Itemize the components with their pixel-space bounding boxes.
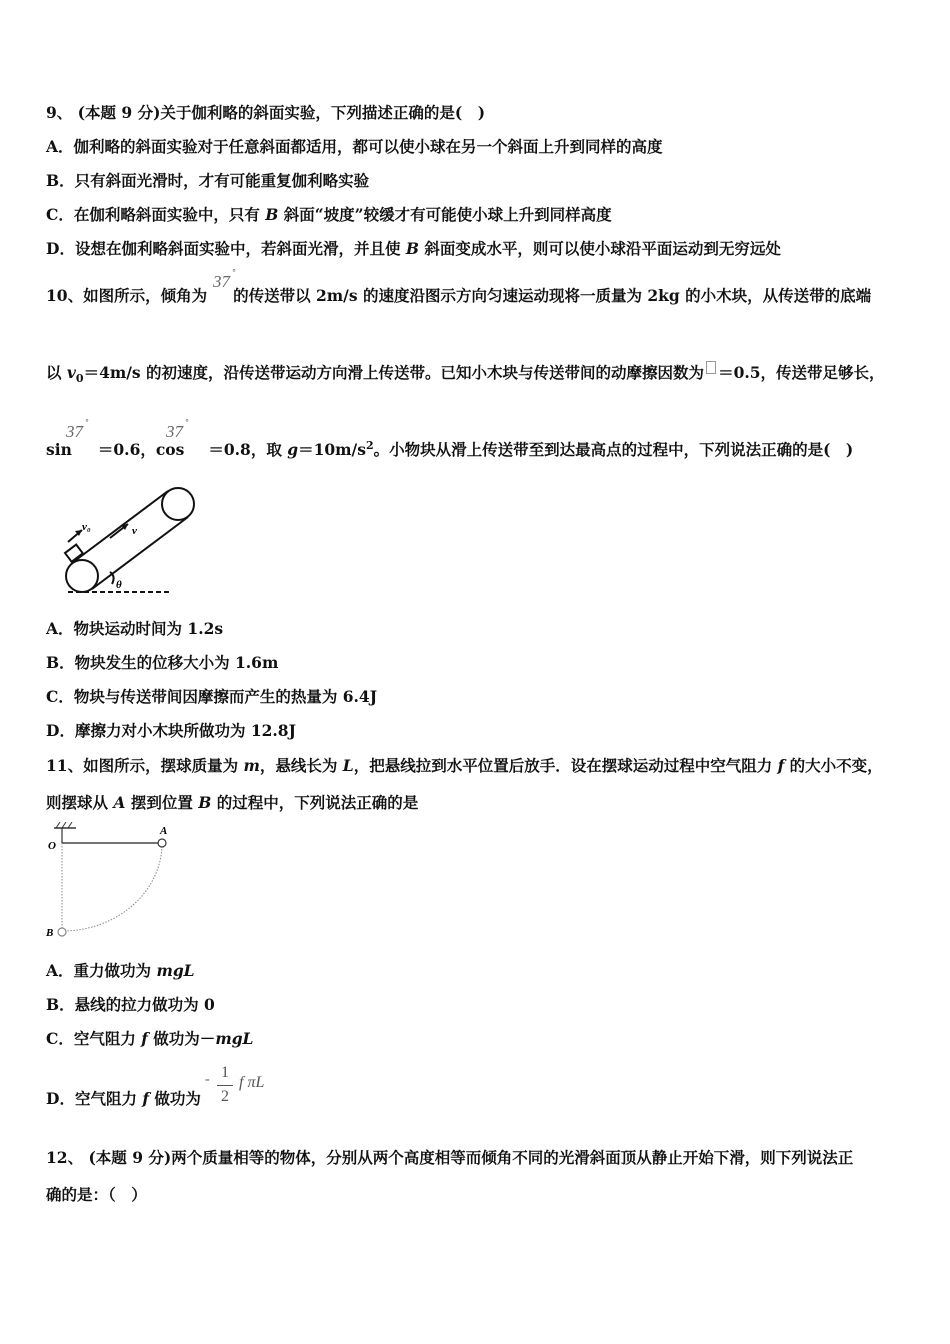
sin-angle-degree: ° [85, 418, 89, 427]
cos-angle-degree: ° [185, 418, 189, 427]
fraction-bar [217, 1085, 233, 1086]
q10-line2: 以 $v_0=4m/s$ 的初速度，沿传送带运动方向滑上传送带。已知小木块与传送带间的动摩擦因数为 ＝0.5，传送带足够长， [46, 363, 885, 386]
q9-option-c: C．在伽利略斜面实验中，只有 B 斜面“坡度”较缓才有可能使小球上升到同样高度 [46, 205, 612, 224]
q10-option-c: C．物块与传送带间因摩擦而产生的热量为 6.4J [46, 687, 378, 706]
ball-at-a [158, 839, 166, 847]
q10-angle-37: 37 [213, 272, 230, 291]
q10-line1: 10、如图所示，倾角为 的传送带以 2m/s 的速度沿图示方向匀速运动现将一质量为 2kg 的小木块，从传送带的底端 [46, 286, 872, 305]
q9-option-a: A．伽利略的斜面实验对于任意斜面都适用，都可以使小球在另一个斜面上升到同样的高度 [46, 137, 663, 156]
fig-b-label: B [46, 927, 54, 939]
fraction-expression: f πL [239, 1074, 265, 1091]
conveyor-belt-figure [50, 480, 220, 600]
theta-arc [110, 572, 114, 584]
fig-v-label: v [132, 525, 137, 537]
q11-option-c: C．空气阻力 f 做功为－mgL [46, 1029, 254, 1048]
q11-option-a: A．重力做功为 mgL [46, 961, 195, 980]
mu-placeholder-box [706, 361, 716, 374]
q9-option-b: B．只有斜面光滑时，才有可能重复伽利略实验 [46, 171, 370, 190]
fig-v0-label: v₀ [82, 521, 91, 533]
fraction-denominator: 2 [221, 1088, 229, 1105]
q12-line2: 确的是：（ ） [46, 1185, 147, 1204]
q10-angle-degree: ° [232, 268, 236, 277]
q11-line2: 则摆球从 A 摆到位置 B 的过程中，下列说法正确的是 [46, 793, 419, 812]
fraction-minus: - [205, 1072, 210, 1087]
swing-arc [66, 846, 162, 931]
q12-line1: 12、 (本题 9 分)两个质量相等的物体，分别从两个高度相等而倾角不同的光滑斜面顶从静止开始下滑，则下列说法正 [46, 1148, 854, 1167]
ball-at-b [58, 928, 66, 936]
fraction-numerator: 1 [221, 1064, 229, 1081]
q9-option-d: D．设想在伽利略斜面实验中，若斜面光滑，并且使 B 斜面变成水平，则可以使小球沿平面运动到无穷远处 [46, 239, 781, 258]
q10-option-a: A．物块运动时间为 1.2s [46, 619, 224, 638]
cos-angle-37: 37 [166, 422, 183, 441]
q10-line3: sin ＝0.6，cos ＝0.8，取 $g=10m/s^2$。小物块从滑上传送带至到达最高点的过程中，下列说法正确的是( ) [46, 439, 854, 460]
fig-a-label: A [160, 825, 168, 837]
q11-line1: 11、如图所示，摆球质量为 m，悬线长为 L，把悬线拉到水平位置后放手．设在摆球运动过程中空气阻力 f 的大小不变， [46, 756, 883, 775]
fig-theta-label: θ [116, 579, 122, 591]
sin-angle-37: 37 [66, 422, 83, 441]
q9-stem: 9、 (本题 9 分)关于伽利略的斜面实验，下列描述正确的是( ) [46, 103, 486, 122]
q10-option-b: B．物块发生的位移大小为 1.6m [46, 653, 279, 672]
q11-option-b: B．悬线的拉力做功为 0 [46, 995, 215, 1014]
pendulum-figure [44, 822, 184, 947]
q10-option-d: D．摩擦力对小木块所做功为 12.8J [46, 721, 296, 740]
belt-lower-edge [92, 517, 188, 589]
fig-o-label: O [48, 840, 56, 852]
q11-option-d: D．空气阻力 f 做功为 [46, 1089, 201, 1108]
